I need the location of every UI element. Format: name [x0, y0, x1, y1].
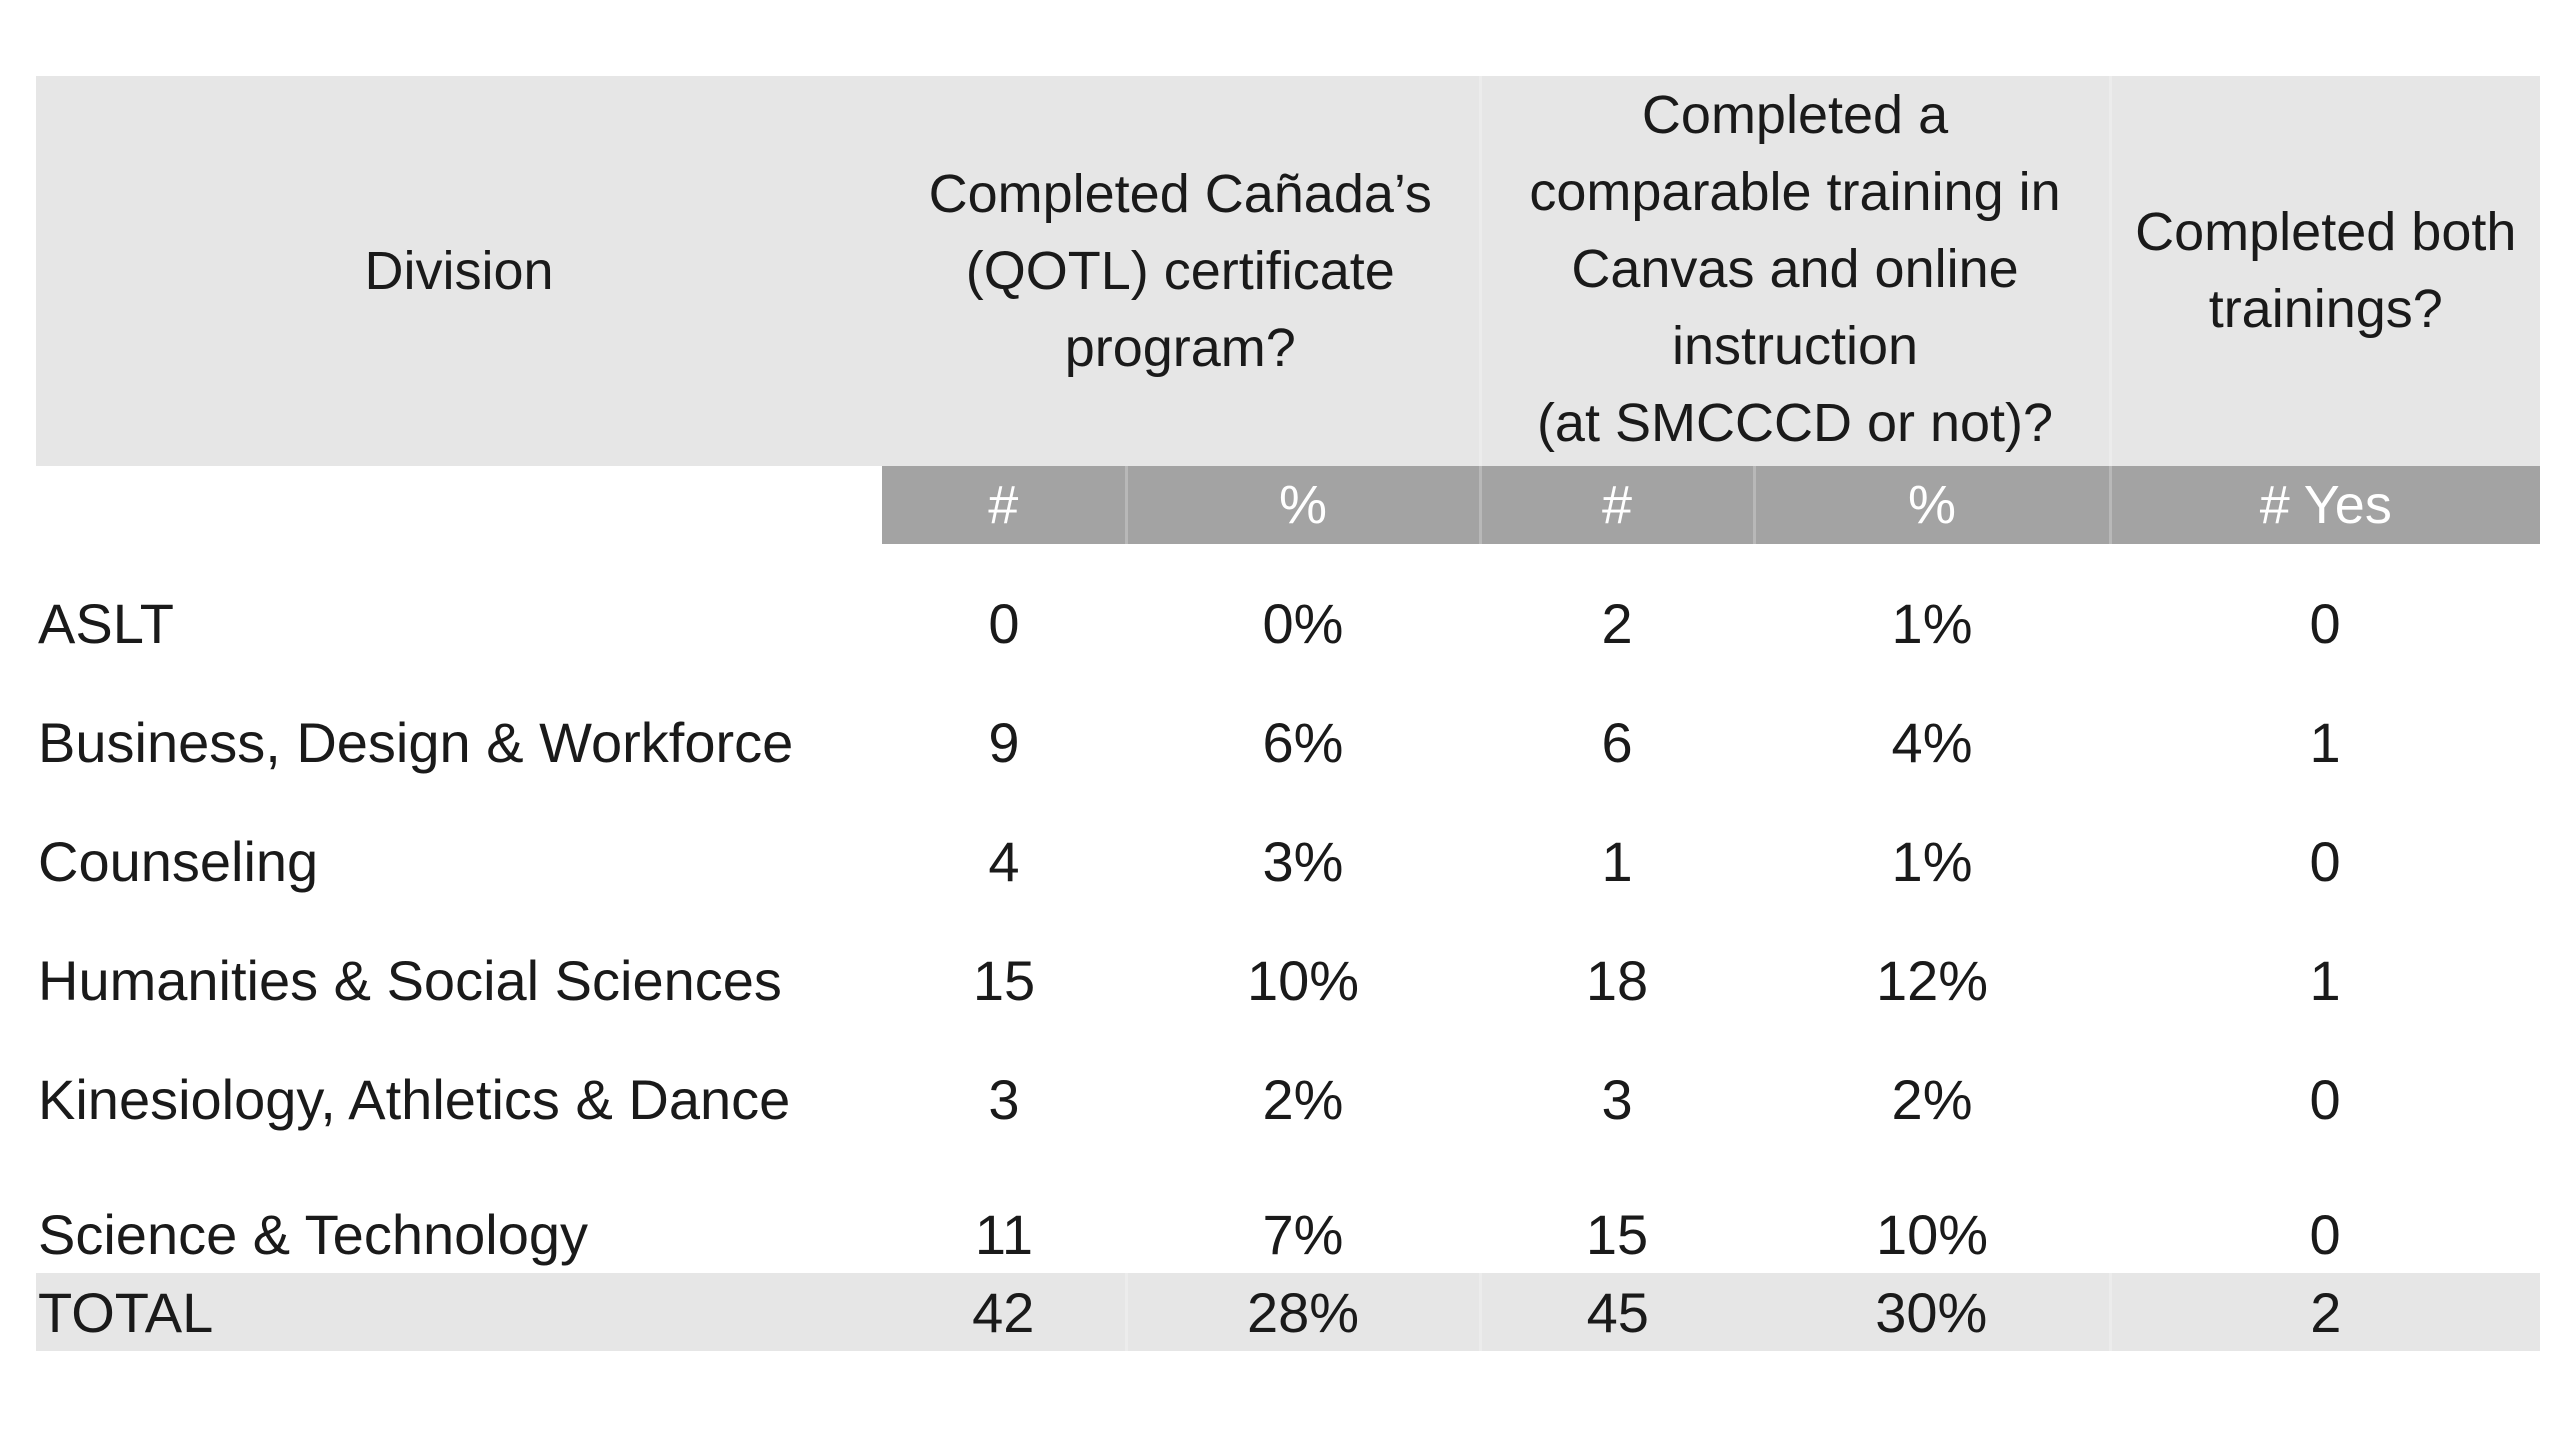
both-yes-cell: 0: [2309, 592, 2341, 655]
subheader-row: [36, 466, 2540, 544]
comp-pct-cell: 12%: [1875, 949, 1989, 1012]
qotl-pct-cell: 3%: [1262, 830, 1344, 893]
division-cell: Science & Technology: [38, 1203, 588, 1266]
comp-pct-cell: 10%: [1875, 1203, 1989, 1266]
both-yes-cell: 0: [2309, 1203, 2341, 1266]
total-comp-count: 45: [1480, 1273, 1754, 1351]
subheader-comp-pct: %: [1754, 466, 2110, 544]
header-both: Completed both trainings?: [2110, 76, 2540, 466]
both-yes-cell: 1: [2309, 711, 2341, 774]
both-yes-cell: 0: [2309, 830, 2341, 893]
comp-count-cell: 18: [1585, 949, 1649, 1012]
table-row: [36, 802, 2540, 921]
both-yes-cell: 0: [2309, 1068, 2341, 1131]
qotl-pct-cell: 7%: [1262, 1203, 1344, 1266]
comp-pct-cell: 4%: [1891, 711, 1973, 774]
spacer-row: [36, 544, 2540, 564]
subheader-qotl-pct: %: [1126, 466, 1480, 544]
table-row: [36, 683, 2540, 802]
training-table-container: [36, 76, 2540, 1351]
division-cell: Business, Design & Workforce: [38, 711, 794, 774]
total-both-yes: 2: [2110, 1273, 2540, 1351]
division-cell: Counseling: [38, 830, 319, 893]
comp-pct-cell: 1%: [1891, 592, 1973, 655]
division-cell: Kinesiology, Athletics & Dance: [38, 1068, 791, 1131]
qotl-count-cell: 3: [988, 1068, 1020, 1131]
comp-count-cell: 1: [1601, 830, 1633, 893]
qotl-count-cell: 9: [988, 711, 1020, 774]
total-comp-pct: 30%: [1754, 1273, 2110, 1351]
comp-count-cell: 15: [1585, 1203, 1649, 1266]
subheader-blank: [36, 466, 882, 544]
qotl-count-cell: 4: [988, 830, 1020, 893]
total-qotl-pct: 28%: [1126, 1273, 1480, 1351]
comp-count-cell: 2: [1601, 592, 1633, 655]
total-row: [36, 1273, 2540, 1351]
comp-count-cell: 6: [1601, 711, 1633, 774]
table-row: [36, 564, 2540, 683]
total-label: TOTAL: [36, 1273, 882, 1351]
qotl-count-cell: 11: [974, 1203, 1034, 1266]
table-row: [36, 1040, 2540, 1159]
both-yes-cell: 1: [2309, 949, 2341, 1012]
qotl-count-cell: 15: [972, 949, 1036, 1012]
division-cell: Humanities & Social Sciences: [38, 949, 782, 1012]
qotl-pct-cell: 6%: [1262, 711, 1344, 774]
comp-count-cell: 3: [1601, 1068, 1633, 1131]
subheader-comp-count: #: [1480, 466, 1754, 544]
qotl-pct-cell: 2%: [1262, 1068, 1344, 1131]
header-row: [36, 76, 2540, 466]
comp-pct-cell: 2%: [1891, 1068, 1973, 1131]
qotl-pct-cell: 10%: [1246, 949, 1360, 1012]
division-cell: ASLT: [38, 592, 174, 655]
table-row: [36, 921, 2540, 1040]
subheader-both-yes: # Yes: [2110, 466, 2540, 544]
header-comparable: Completed a comparable training in Canvas and online instruction (at SMCCCD or not)?: [1480, 76, 2110, 466]
table-row: [36, 1159, 2540, 1273]
qotl-count-cell: 0: [988, 592, 1020, 655]
subheader-qotl-count: #: [882, 466, 1126, 544]
header-qotl: Completed Cañada’s (QOTL) certificate program?: [882, 76, 1480, 466]
training-table: [36, 76, 2540, 1351]
comp-pct-cell: 1%: [1891, 830, 1973, 893]
qotl-pct-cell: 0%: [1262, 592, 1344, 655]
total-qotl-count: 42: [882, 1273, 1126, 1351]
header-division: Division: [36, 76, 882, 466]
